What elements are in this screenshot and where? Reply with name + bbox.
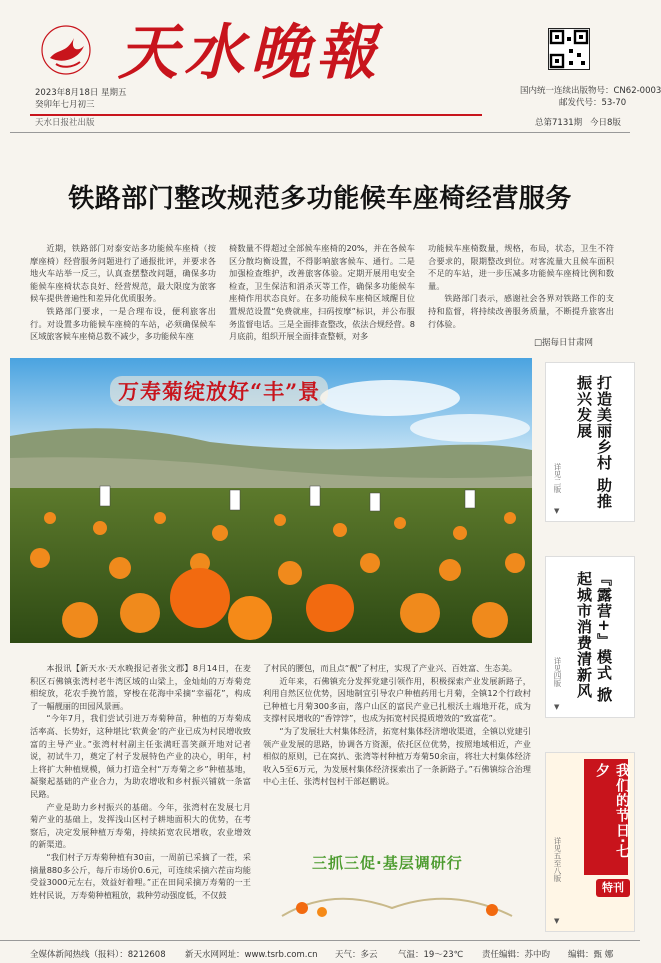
paragraph: 椅数量不得超过全部候车座椅的20%，并在各候车区分散均衡设置，不得影响旅客候车、通行。二是加强检查维护，改善旅客体验。定期开展用电安全检查，卫生保洁和消杀灭等工作，确保多功能候车座椅作用状态良好。在多功能候车座椅区域醒目位置规范设置“免费就座，扫码按摩”标识，并公布服务监督电话。三是全面排查整改，依法合规经营。8月底前，组织开展全面排查整顿，对多 <box>229 243 415 342</box>
article-source: □据每日甘肃网 <box>534 338 594 348</box>
feature-column-2 <box>263 662 531 842</box>
sidebar-teaser-1[interactable] <box>545 362 635 522</box>
paragraph: 本报讯【新天水·天水晚报记者张文郡】8月14日，在麦积区石佛镇张湾村老牛湾区域的山梁上，金灿灿的万寿菊竞相绽放，花农手挽竹篮，穿梭在花海中采摘“幸福花”，构成了一幅靓丽的田园风景画。 <box>30 663 251 711</box>
teaser-page-ref: 详见四版 <box>553 657 562 687</box>
sidebar-teaser-2[interactable] <box>545 556 635 718</box>
cn-number: 国内统一连续出版物号：CN62-0003 <box>520 86 661 96</box>
triangle-icon: ▼ <box>554 917 560 925</box>
paragraph: “我们村子万寿菊种植有30亩，一周前已采摘了一茬，采摘量880多公斤，每斤市场价0.6元，可连续采摘六茬亩均能受益3000元左右，效益好着哩。”正在田间采摘万寿菊的一王姓村民说，万寿菊种植粗放，栽种劳动强度低，不仅鼓 <box>30 851 251 900</box>
issue-date: 2023年8月18日 星期五 <box>35 88 127 98</box>
teaser-title: 我们的节日·七夕 <box>594 763 630 860</box>
masthead-rule <box>30 114 482 116</box>
divider <box>10 132 630 133</box>
footer <box>0 940 640 963</box>
qr-code-icon <box>548 28 590 70</box>
teaser-title: 打造美丽乡村 助推振兴发展 <box>575 375 613 510</box>
paragraph: 产业是助力乡村振兴的基础。今年，张湾村在发展七月菊产业的基础上，发挥浅山区村子耕地面积大的优势，在考察后，决定发展种植万寿菊，持续拓宽农民增收，农业增效的新渠道。 <box>30 801 251 850</box>
lead-article-column-1 <box>30 242 216 347</box>
post-code: 邮发代号：53-70 <box>559 98 627 108</box>
paragraph: 了村民的腰包，而且点“靓”了村庄，实现了产业兴、百姓富、生态美。 <box>263 663 518 673</box>
triangle-icon: ▼ <box>554 703 560 711</box>
triangle-icon: ▼ <box>554 507 560 515</box>
footer-editor: 责任编辑：苏中昀 <box>482 950 551 960</box>
paragraph: “为了发展壮大村集体经济，拓宽村集体经济增收渠道，全镇以党建引领产业发展的思路，协调各方资源，依托区位优势，按照地域相近，产业相似的原则，已在窝扒、张湾等村种植万寿菊50余亩，将壮大村集体经济收入5至6万元，为发展村集体经济探索出了一条新路子。”石佛镇综合治理中心主任、张湾村包村干部赵鹏说。 <box>263 725 531 787</box>
footer-weather: 天气：多云 <box>335 950 378 960</box>
paragraph: 近年来，石佛镇充分发挥党建引领作用，积极探索产业发展新路子，利用自然区位优势，因地制宜引导农户种植药用七月菊，全镇12个行政村已种植七月菊300多亩，落户山区的富民产业已扎根沃土端地开花，成为支撑村民增收的“香饽饽”，也成为拓宽村民提质增效的“致富花”。 <box>263 675 531 724</box>
issue-number: 总第7131期 <box>535 118 583 128</box>
photo-caption: 万寿菊绽放好“丰”景 <box>110 376 328 406</box>
footer-website: 新天水网网址：www.tsrb.com.cn <box>185 950 318 960</box>
teaser-title: 『露营+』模式 掀起城市消费清新风 <box>575 571 613 703</box>
publisher: 天水日报社出版 <box>35 118 95 128</box>
paragraph: 铁路部门要求，一是合理布设，便利旅客出行。对设置多功能候车座椅的车站，必须确保候车区域旅客候车座椅总数不减少，多功能候车座 <box>30 305 216 342</box>
paragraph: 近期，铁路部门对泰安站多功能候车座椅（按摩座椅）经营服务问题进行了通报批评，并要求各地火车站举一反三，认真查摆整改问题，确保多功能候车座椅状态良好、经营规范，最大限度为旅客候车提供普遍性和差异化优质服务。 <box>30 243 216 304</box>
page-count: 今日8版 <box>590 118 621 128</box>
series-badge-label: 三抓三促·基层调研行 <box>312 854 463 872</box>
teaser-page-ref: 详见二版 <box>553 463 562 493</box>
paragraph: 功能候车座椅数量，规格，布局，状态，卫生不符合要求的，限期整改到位。对客流量大且候车面积不足的车站，进一步压减多功能候车座椅比例和数量。 <box>428 243 614 291</box>
lunar-date: 癸卯年七月初三 <box>35 100 95 110</box>
paragraph: “今年7月，我们尝试引进万寿菊种苗，种植的万寿菊成活率高、长势好，这种堪比‘软黄金’的产业已成为村民增收致富的主导产业。”张湾村村副主任张满旺喜笑颜开地对记者说，初试牛刀，奠定了村子发展特色产业的决心，明年，村上将扩大种植规模，倾力打造全村“万寿菊之乡”种植基地，凝聚起基础的产业合力，为助农增收和乡村振兴铺就一条富民路。 <box>30 713 251 799</box>
footer-hotline: 全媒体新闻热线（报料）：8212608 <box>30 950 166 960</box>
feature-column-1 <box>30 662 251 924</box>
sidebar-teaser-3[interactable] <box>545 752 635 932</box>
series-badge <box>272 846 522 926</box>
newspaper-logo-icon <box>40 24 92 76</box>
main-headline: 铁路部门整改规范多功能候车座椅经营服务 <box>68 184 572 214</box>
masthead-title: 天水晚報 <box>118 18 382 88</box>
teaser-page-ref: 详见五至八版 <box>553 837 562 882</box>
footer-designer: 编辑：甄 娜 <box>568 950 614 960</box>
special-issue-tag: 特刊 <box>596 879 630 897</box>
footer-temperature: 气温：19～23℃ <box>398 950 464 960</box>
paragraph: 铁路部门表示，感谢社会各界对铁路工作的支持和监督，将持续改善服务质量，不断提升旅客出行体验。 <box>428 293 614 329</box>
lead-article-column-2 <box>229 242 415 347</box>
lead-article-column-3 <box>428 242 614 337</box>
